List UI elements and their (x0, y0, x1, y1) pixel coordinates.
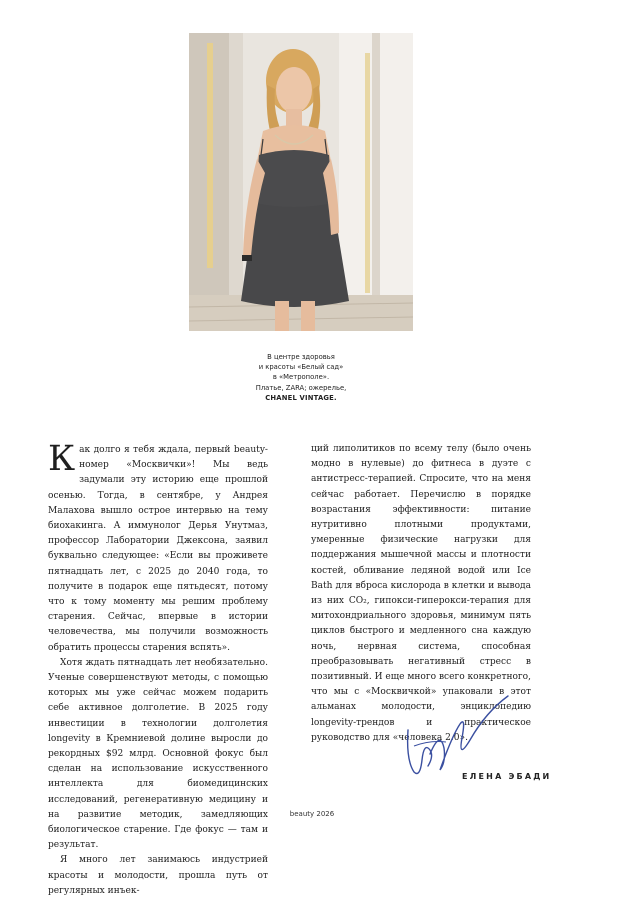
author-name: ЕЛЕНА ЭБАДИ (462, 772, 552, 781)
caption-credit: CHANEL VINTAGE. (265, 393, 337, 402)
paragraph-text: ак долго я тебя ждала, первый beauty-номер «Москвички»! Мы ведь задумали эту историю еще прошлой осенью. Тогда, в сентябре, у Андрея Малахова вышло острое интервью на тему биохакинга. А иммунолог Дерья Унутмаз, профессор Лаборатории Джексона, заявил буквально следующее: «Если вы проживете пятнадцать лет, с 2025 до 2040 года, то получите в подарок еще пятьдесят, потому что к тому моменту мы решим проблему старения. Сейчас, впервые в истории человечества, мы получили возможность обратить процессы старения вспять». (48, 445, 268, 653)
drop-cap: К (48, 439, 76, 479)
woman-portrait-illustration (189, 33, 413, 331)
photo-caption (226, 352, 376, 403)
article-paragraph (48, 439, 268, 656)
handwritten-signature (400, 690, 518, 780)
article-paragraph: Хотя ждать пятнадцать лет необязательно. Ученые совершенствуют методы, с помощью которых мы уже сейчас можем подарить себе активное долголетие. В 2025 году инвестиции в технологии долголетия longevity в Кремниевой долине выросли до рекордных $92 млрд. Основной фокус был сделан на использование искусственного интеллекта для биомедицинских исследований, регенеративную медицину и на развитие методик, замедляющих биологическое старение. Где фокус — там и результат. (48, 657, 268, 851)
caption-line: и красоты «Белый сад» (258, 363, 344, 372)
cover-photo (189, 33, 413, 331)
article-paragraph: Я много лет занимаюсь индустрией красоты и молодости, прошла путь от регулярных инъек- (48, 855, 268, 896)
caption-line: в «Метрополе». (272, 373, 330, 382)
article-column-left (48, 439, 268, 899)
page-footer: beauty 2026 (289, 810, 335, 818)
caption-line: В центре здоровья (267, 353, 335, 361)
caption-line: Платье, ZARA; ожерелье, (255, 383, 347, 392)
article-paragraph: ций липолитиков по всему телу (было очень модно в нулевые) до фитнеса в дуэте с антистресс-терапией. Спросите, что на меня сейчас работает. Перечислю в порядке возрастания эффективности: питание нутритивно плотными продуктами, умеренные физические нагрузки для поддержания мышечной массы и плотности костей, обливание ледяной водой или Ice Bath для вброса кислорода в клетки и вывода из них CO₂, гипокси-гиперокси-терапия для митохондриального здоровья, минимум пять циклов быстрого и медленного сна каждую ночь, нервная система, способная преобразовывать негативный стресс в позитивный. И еще много всего конкретного, что мы с «Москвичкой» упаковали в этот альманах молодости, энциклопедию longevity-трендов и практическое руководство для «человека 2.0». (311, 444, 531, 743)
